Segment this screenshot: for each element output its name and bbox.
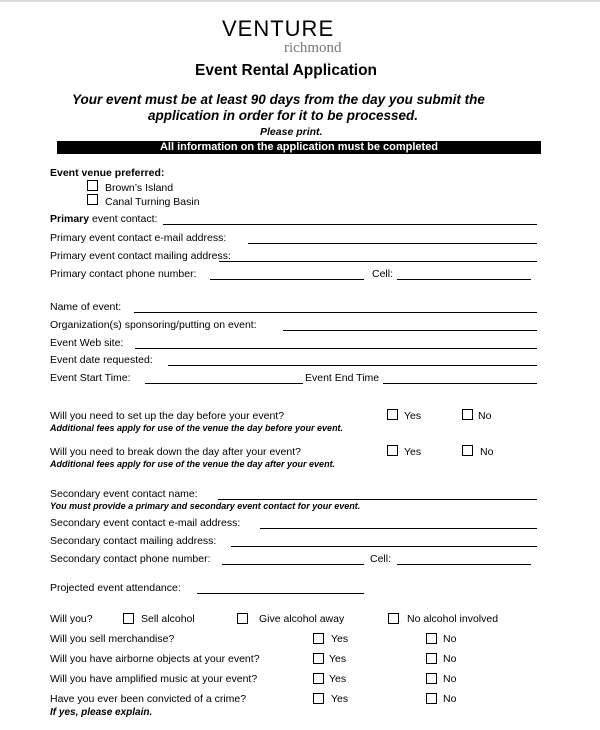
primary-contact-field[interactable] [163, 224, 537, 225]
primary-bold: Primary [50, 213, 90, 225]
secondary-phone-label: Secondary contact phone number: [50, 553, 211, 565]
notice-line2: application in order for it to be processed. [148, 108, 419, 123]
primary-phone-field[interactable] [210, 279, 364, 280]
venue-label: Event venue preferred: [50, 167, 165, 179]
setup-no-checkbox[interactable] [462, 409, 473, 420]
crime-no-checkbox[interactable] [426, 693, 437, 704]
web-field[interactable] [135, 348, 537, 349]
setup-no-label: No [478, 410, 492, 422]
option-browns-island: Brown’s Island [105, 182, 174, 194]
end-time-label: Event End Time [305, 372, 380, 384]
sell-alcohol-checkbox[interactable] [123, 613, 134, 624]
airborne-question: Will you have airborne objects at your event? [50, 653, 260, 665]
breakdown-question: Will you need to break down the day after your event? [50, 446, 301, 458]
no-alcohol-label: No alcohol involved [407, 613, 499, 625]
merch-question: Will you sell merchandise? [50, 633, 175, 645]
secondary-mailing-label: Secondary contact mailing address: [50, 535, 217, 547]
no-alcohol-checkbox[interactable] [388, 613, 399, 624]
merch-no-label: No [443, 633, 457, 645]
primary-mailing-field[interactable] [219, 261, 537, 262]
sell-alcohol-label: Sell alcohol [141, 613, 195, 625]
primary-rest: event contact: [89, 213, 158, 225]
checkbox-browns-island[interactable] [87, 180, 98, 191]
secondary-note: You must provide a primary and secondary event contact for your event. [50, 501, 361, 511]
crime-no-label: No [443, 693, 457, 705]
primary-mailing-label: Primary event contact mailing address: [50, 250, 231, 262]
music-yes-label: Yes [329, 673, 347, 685]
date-label: Event date requested: [50, 354, 153, 366]
airborne-yes-label: Yes [329, 653, 347, 665]
merch-no-checkbox[interactable] [426, 633, 437, 644]
end-time-field[interactable] [383, 383, 537, 384]
breakdown-note: Additional fees apply for use of the venue the day after your event. [50, 459, 336, 469]
primary-cell-label: Cell: [372, 268, 394, 280]
crime-yes-checkbox[interactable] [313, 693, 324, 704]
primary-email-field[interactable] [248, 243, 537, 244]
banner-text: All information on the application must be completed [159, 141, 439, 153]
event-name-field[interactable] [134, 312, 537, 313]
start-time-label: Event Start Time: [50, 372, 131, 384]
web-label: Event Web site: [50, 337, 124, 349]
give-alcohol-checkbox[interactable] [237, 613, 248, 624]
setup-note: Additional fees apply for use of the venue the day before your event. [50, 423, 344, 433]
primary-contact-label [50, 213, 157, 225]
banner [57, 141, 541, 154]
music-no-label: No [443, 673, 457, 685]
breakdown-yes-label: Yes [404, 446, 422, 458]
page-title: Event Rental Application [195, 62, 378, 79]
merch-yes-label: Yes [331, 633, 349, 645]
airborne-yes-checkbox[interactable] [313, 653, 324, 664]
secondary-cell-label: Cell: [370, 553, 392, 565]
attendance-label: Projected event attendance: [50, 582, 181, 594]
start-time-field[interactable] [145, 383, 303, 384]
date-field[interactable] [168, 365, 537, 366]
setup-yes-label: Yes [404, 410, 422, 422]
secondary-name-field[interactable] [218, 499, 537, 500]
event-name-label: Name of event: [50, 301, 122, 313]
org-label: Organization(s) sponsoring/putting on event: [50, 319, 257, 331]
music-no-checkbox[interactable] [426, 673, 437, 684]
secondary-name-label: Secondary event contact name: [50, 488, 198, 500]
merch-yes-checkbox[interactable] [313, 633, 324, 644]
primary-email-label: Primary event contact e-mail address: [50, 232, 227, 244]
music-question: Will you have amplified music at your event? [50, 673, 258, 685]
secondary-phone-field[interactable] [222, 564, 364, 565]
music-yes-checkbox[interactable] [313, 673, 324, 684]
give-alcohol-label: Give alcohol away [259, 613, 345, 625]
attendance-field[interactable] [197, 593, 364, 594]
please-print: Please print. [260, 126, 323, 138]
org-field[interactable] [283, 330, 537, 331]
primary-phone-label: Primary contact phone number: [50, 268, 197, 280]
secondary-email-field[interactable] [260, 528, 537, 529]
airborne-no-label: No [443, 653, 457, 665]
explain-note: If yes, please explain. [50, 707, 153, 718]
breakdown-no-checkbox[interactable] [462, 445, 473, 456]
option-canal-turning-basin: Canal Turning Basin [105, 196, 200, 208]
logo [222, 16, 334, 42]
notice-line1: Your event must be at least 90 days from the day you submit the [72, 92, 485, 107]
secondary-mailing-field[interactable] [231, 546, 537, 547]
crime-yes-label: Yes [331, 693, 349, 705]
checkbox-canal-turning-basin[interactable] [87, 194, 98, 205]
breakdown-no-label: No [480, 446, 494, 458]
setup-question: Will you need to set up the day before your event? [50, 410, 285, 422]
setup-yes-checkbox[interactable] [387, 409, 398, 420]
logo-sub: richmond [284, 40, 342, 56]
secondary-email-label: Secondary event contact e-mail address: [50, 517, 241, 529]
primary-cell-field[interactable] [397, 279, 531, 280]
breakdown-yes-checkbox[interactable] [387, 445, 398, 456]
alcohol-question: Will you? [50, 613, 93, 625]
secondary-cell-field[interactable] [397, 564, 531, 565]
logo-brand: VENTURE [222, 16, 335, 41]
crime-question: Have you ever been convicted of a crime? [50, 693, 247, 705]
airborne-no-checkbox[interactable] [426, 653, 437, 664]
